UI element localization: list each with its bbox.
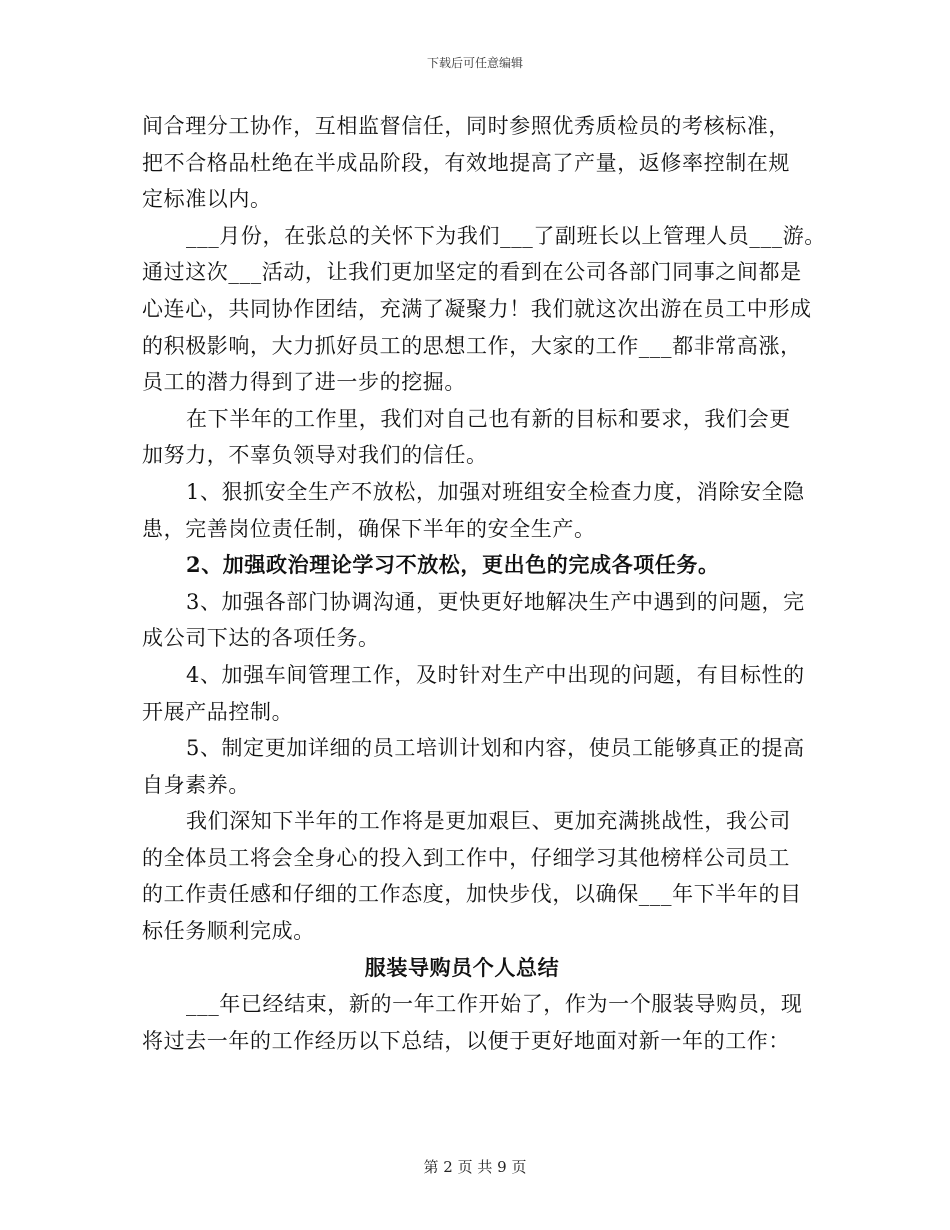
list-item-3: 3、加强各部门协调沟通，更快更好地解决生产中遇到的问题，完 (186, 589, 805, 614)
paragraph-start-line: ___年已经结束，新的一年工作开始了，作为一个服装导购员，现 (186, 992, 803, 1017)
body-line: 员工的潜力得到了进一步的挖掘。 (142, 370, 466, 395)
body-line: 的工作责任感和仔细的工作态度，加快步伐，以确保___年下半年的目 (142, 882, 802, 907)
body-line: 的全体员工将会全身心的投入到工作中，仔细学习其他榜样公司员工 (142, 845, 790, 870)
body-line: 通过这次___活动，让我们更加坚定的看到在公司各部门同事之间都是 (142, 260, 802, 285)
section-title: 服装导购员个人总结 (364, 954, 560, 980)
body-line: 成公司下达的各项任务。 (142, 626, 380, 651)
body-line: 患，完善岗位责任制，确保下半年的安全生产。 (142, 516, 596, 541)
body-line: 定标准以内。 (142, 187, 272, 212)
body-line: 心连心，共同协作团结，充满了凝聚力！我们就这次出游在员工中形成 (142, 296, 812, 321)
list-item-4: 4、加强车间管理工作，及时针对生产中出现的问题，有目标性的 (186, 662, 805, 687)
paragraph-start-line: 在下半年的工作里，我们对自己也有新的目标和要求，我们会更 (186, 406, 791, 431)
list-item-2-bold: 2、加强政治理论学习不放松，更出色的完成各项任务。 (186, 552, 720, 578)
body-line: 加努力，不辜负领导对我们的信任。 (142, 443, 488, 468)
body-line: 把不合格品杜绝在半成品阶段，有效地提高了产量，返修率控制在规 (142, 150, 790, 175)
list-item-1: 1、狠抓安全生产不放松，加强对班组安全检查力度，消除安全隐 (186, 479, 805, 504)
body-line: 开展产品控制。 (142, 699, 294, 724)
list-item-5: 5、制定更加详细的员工培训计划和内容，使员工能够真正的提高 (186, 736, 805, 761)
paragraph-start-line: 我们深知下半年的工作将是更加艰巨、更加充满挑战性，我公司 (186, 809, 791, 834)
body-line: 将过去一年的工作经历以下总结，以便于更好地面对新一年的工作： (142, 1028, 790, 1053)
page-header: 下载后可任意编辑 (426, 56, 523, 70)
page-footer: 第 2 页 共 9 页 (423, 1158, 527, 1176)
document-body (142, 108, 826, 1059)
paragraph-start-line: ___月份，在张总的关怀下为我们___了副班长以上管理人员___游。 (186, 223, 826, 248)
body-line: 的积极影响，大力抓好员工的思想工作，大家的工作___都非常高涨， (142, 333, 802, 358)
body-line: 标任务顺利完成。 (142, 919, 315, 944)
body-line: 自身素养。 (142, 772, 250, 797)
body-line: 间合理分工协作，互相监督信任，同时参照优秀质检员的考核标准， (142, 114, 790, 138)
